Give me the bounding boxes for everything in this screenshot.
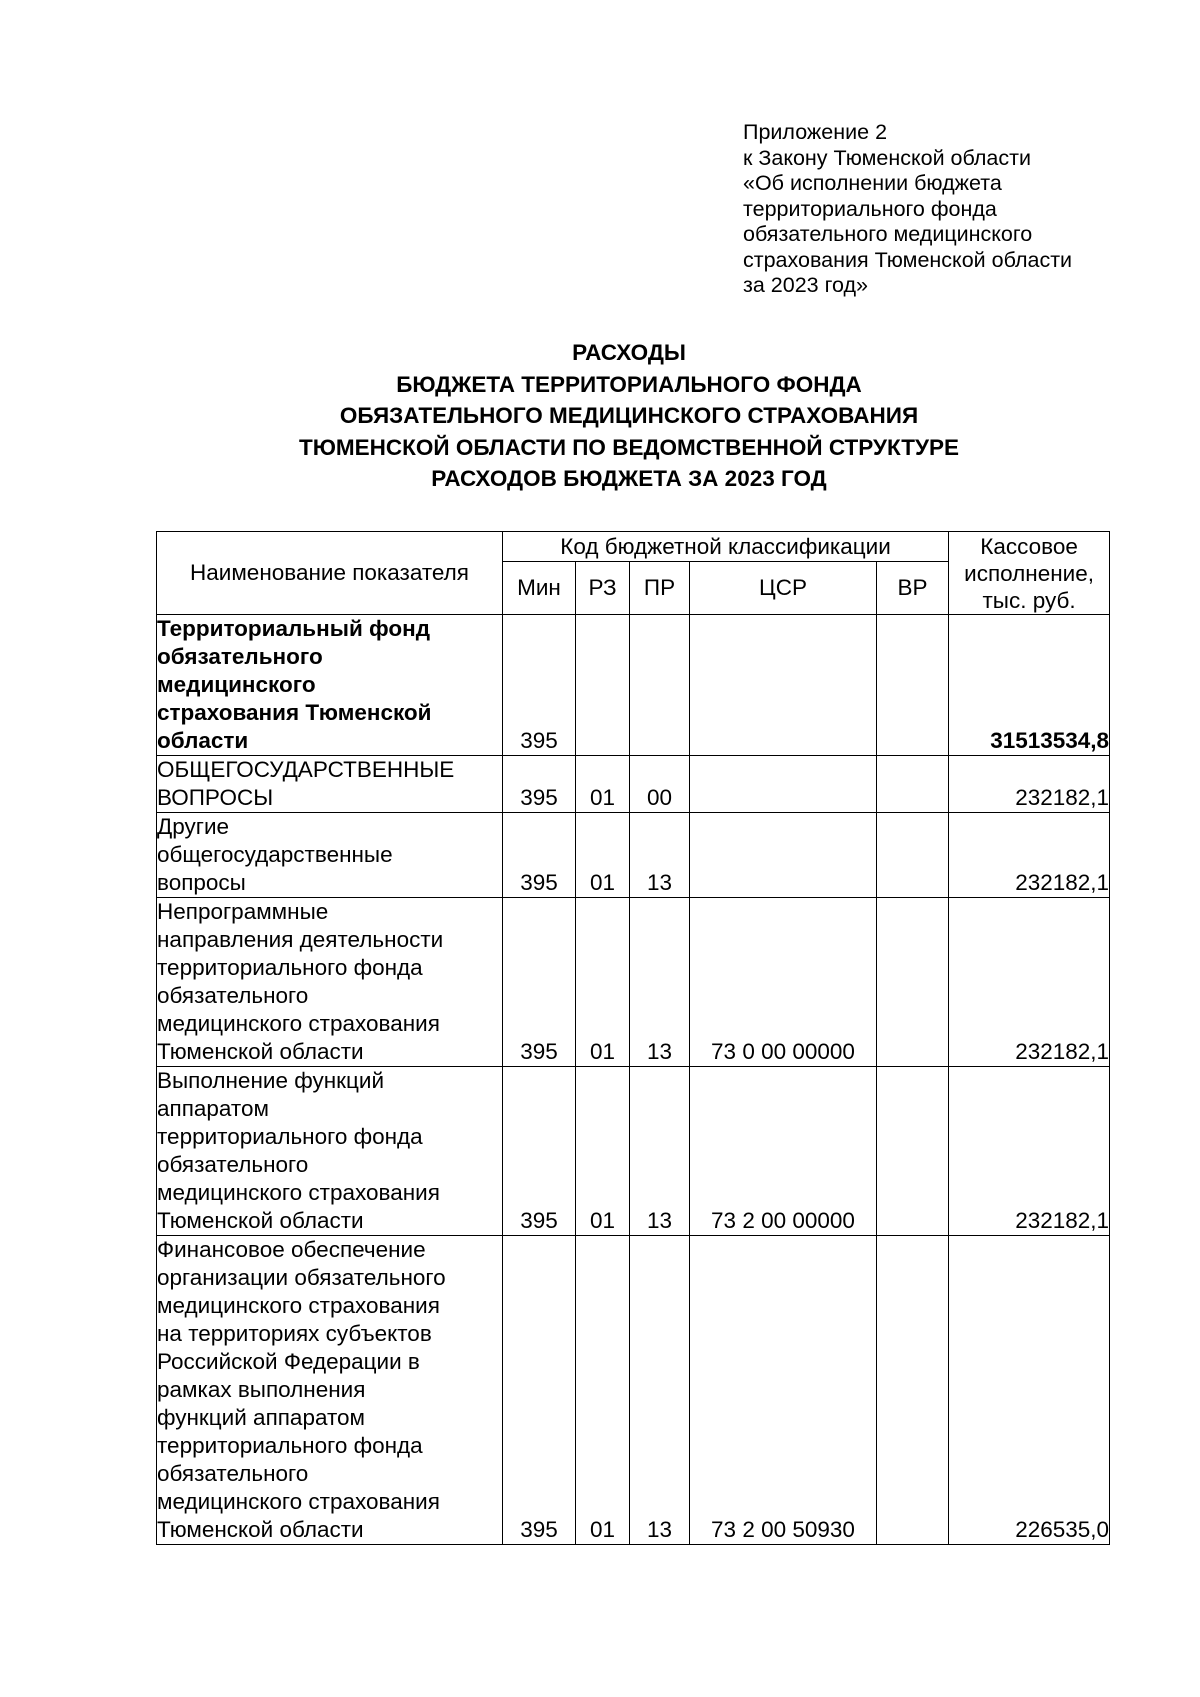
row-total: 226535,0 — [949, 1236, 1110, 1545]
header-total-line: Кассовое — [980, 533, 1078, 559]
row-name-line: ОБЩЕГОСУДАРСТВЕННЫЕ — [157, 757, 455, 782]
row-name-line: на территориях субъектов — [157, 1321, 432, 1346]
row-total: 232182,1 — [949, 756, 1110, 813]
row-total: 31513534,8 — [949, 615, 1110, 756]
row-name-line: Тюменской области — [157, 1039, 364, 1064]
table-row — [157, 1236, 1110, 1545]
table-row — [157, 756, 1110, 813]
row-vr — [877, 615, 949, 756]
row-name-line: медицинского — [157, 672, 316, 697]
row-name-line: медицинского страхования — [157, 1489, 440, 1514]
row-rz: 01 — [576, 756, 630, 813]
title-line: РАСХОДЫ — [572, 340, 686, 365]
row-name-line: Тюменской области — [157, 1208, 364, 1233]
table-body — [157, 615, 1110, 1545]
row-name-line: вопросы — [157, 870, 246, 895]
row-min: 395 — [503, 1067, 576, 1236]
row-csr: 73 2 00 00000 — [690, 1067, 877, 1236]
title-line: ТЮМЕНСКОЙ ОБЛАСТИ ПО ВЕДОМСТВЕННОЙ СТРУКТУРЕ — [298, 434, 960, 460]
row-name-line: обязательного — [157, 644, 323, 669]
appendix-line: к Закону Тюменской области — [743, 145, 1031, 170]
row-name-line: Российской Федерации в — [157, 1349, 420, 1374]
row-pr: 13 — [630, 898, 690, 1067]
row-name-line: обязательного — [157, 983, 309, 1008]
document-title — [0, 337, 1200, 495]
row-name-line: территориального фонда — [157, 1124, 423, 1149]
row-name-line: Территориальный фонд — [157, 616, 431, 641]
header-csr: ЦСР — [690, 562, 877, 615]
appendix-line: «Об исполнении бюджета — [743, 171, 1002, 195]
table-row — [157, 1067, 1110, 1236]
appendix-line: Приложение 2 — [743, 120, 888, 144]
row-name-line: направления деятельности — [157, 927, 444, 952]
appendix-line: обязательного медицинского — [743, 222, 1033, 246]
row-csr — [690, 813, 877, 898]
row-vr — [877, 1236, 949, 1545]
row-vr — [877, 756, 949, 813]
header-total — [949, 532, 1110, 615]
row-min: 395 — [503, 615, 576, 756]
row-name-line: Финансовое обеспечение — [157, 1237, 426, 1262]
header-total-line: тыс. руб. — [982, 587, 1076, 613]
row-pr: 13 — [630, 1236, 690, 1545]
row-name — [157, 1236, 503, 1545]
row-name — [157, 756, 503, 813]
title-line: РАСХОДОВ БЮДЖЕТА ЗА 2023 ГОД — [431, 466, 827, 491]
row-rz — [576, 615, 630, 756]
row-name-line: организации обязательного — [157, 1265, 446, 1290]
appendix-note — [743, 120, 1163, 299]
table-row — [157, 898, 1110, 1067]
row-pr: 00 — [630, 756, 690, 813]
row-name — [157, 813, 503, 898]
appendix-line: страхования Тюменской области — [743, 247, 1073, 272]
row-rz: 01 — [576, 898, 630, 1067]
header-min: Мин — [503, 562, 576, 615]
row-total: 232182,1 — [949, 1067, 1110, 1236]
row-name-line: медицинского страхования — [157, 1293, 440, 1318]
row-min: 395 — [503, 898, 576, 1067]
row-pr: 13 — [630, 1067, 690, 1236]
row-csr: 73 0 00 00000 — [690, 898, 877, 1067]
row-name-line: территориального фонда — [157, 955, 423, 980]
row-csr: 73 2 00 50930 — [690, 1236, 877, 1545]
row-name-line: общегосударственные — [157, 842, 393, 867]
row-pr: 13 — [630, 813, 690, 898]
row-total: 232182,1 — [949, 898, 1110, 1067]
header-vr: ВР — [877, 562, 949, 615]
table-row — [157, 813, 1110, 898]
row-name — [157, 1067, 503, 1236]
row-name — [157, 898, 503, 1067]
row-csr — [690, 756, 877, 813]
table-row — [157, 615, 1110, 756]
title-line: БЮДЖЕТА ТЕРРИТОРИАЛЬНОГО ФОНДА — [396, 371, 862, 397]
header-code-group: Код бюджетной классификации — [503, 532, 949, 562]
row-name-line: Выполнение функций — [157, 1068, 385, 1093]
row-csr — [690, 615, 877, 756]
row-name-line: функций аппаратом — [157, 1405, 366, 1430]
row-rz: 01 — [576, 813, 630, 898]
title-line: ОБЯЗАТЕЛЬНОГО МЕДИЦИНСКОГО СТРАХОВАНИЯ — [339, 403, 919, 428]
row-vr — [877, 1067, 949, 1236]
appendix-line: за 2023 год» — [743, 273, 868, 297]
row-pr — [630, 615, 690, 756]
row-name-line: области — [157, 728, 249, 753]
row-name-line: территориального фонда — [157, 1433, 423, 1458]
header-rz: РЗ — [576, 562, 630, 615]
row-name-line: рамках выполнения — [157, 1377, 366, 1402]
header-row — [157, 532, 1110, 562]
appendix-line: территориального фонда — [743, 196, 997, 221]
row-name-line: ВОПРОСЫ — [157, 785, 274, 810]
row-name-line: обязательного — [157, 1461, 309, 1486]
row-min: 395 — [503, 813, 576, 898]
budget-table — [156, 531, 1110, 1545]
row-name-line: медицинского страхования — [157, 1011, 440, 1036]
row-total: 232182,1 — [949, 813, 1110, 898]
row-rz: 01 — [576, 1236, 630, 1545]
row-name-line: Непрограммные — [157, 899, 329, 924]
header-total-line: исполнение, — [964, 560, 1094, 586]
row-vr — [877, 813, 949, 898]
header-name: Наименование показателя — [157, 532, 503, 615]
row-vr — [877, 898, 949, 1067]
row-name-line: аппаратом — [157, 1096, 269, 1121]
row-rz: 01 — [576, 1067, 630, 1236]
row-name-line: страхования Тюменской — [157, 700, 432, 725]
row-name-line: Другие — [157, 814, 230, 839]
row-min: 395 — [503, 756, 576, 813]
row-name-line: обязательного — [157, 1152, 309, 1177]
header-pr: ПР — [630, 562, 690, 615]
row-min: 395 — [503, 1236, 576, 1545]
row-name-line: медицинского страхования — [157, 1180, 440, 1205]
row-name — [157, 615, 503, 756]
row-name-line: Тюменской области — [157, 1517, 364, 1542]
